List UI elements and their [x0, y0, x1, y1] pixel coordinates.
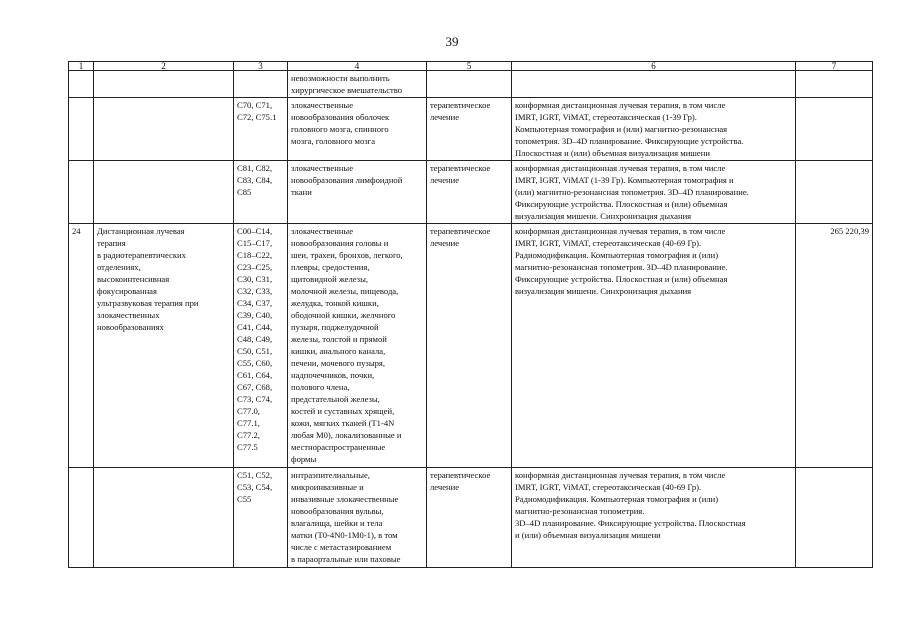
treatment-type-cell: терапевтическое лечение — [427, 468, 512, 568]
column-number: 6 — [512, 62, 796, 71]
cost-cell — [796, 468, 873, 568]
table-row — [69, 224, 873, 468]
row-number-cell: 24 — [69, 224, 94, 468]
column-number: 4 — [288, 62, 427, 71]
treatment-type-cell: терапевтическое лечение — [427, 161, 512, 224]
column-number: 1 — [69, 62, 94, 71]
table-row — [69, 161, 873, 224]
care-type-cell: Дистанционная лучевая терапия в радиотерапевтических отделениях, высокоинтенсивная фокусированная ультразвуковая терапия при злокачественных новообразованиях — [94, 224, 234, 468]
column-number: 7 — [796, 62, 873, 71]
patient-model-cell: невозможности выполнить хирургическое вмешательство — [288, 71, 427, 98]
table-row — [69, 98, 873, 161]
treatment-type-cell: терапевтическое лечение — [427, 224, 512, 468]
row-number-cell — [69, 468, 94, 568]
treatment-method-cell: конформная дистанционная лучевая терапия, в том числе IMRT, IGRT, ViMAT (1-39 Гр). Компьютерная томография и (или) магнитно-резонансная топометрия. 3D–4D планирование. Фиксирующие устройства. Плоскостная и (или) объемная визуализация мишени. Синхронизация дыхания — [512, 161, 796, 224]
table-row — [69, 468, 873, 568]
icd-codes-cell: C81, C82, C83, C84, C85 — [234, 161, 288, 224]
cost-cell — [796, 161, 873, 224]
table-row — [69, 71, 873, 98]
treatment-type-cell — [427, 71, 512, 98]
care-type-cell — [94, 161, 234, 224]
icd-codes-cell — [234, 71, 288, 98]
column-number: 5 — [427, 62, 512, 71]
patient-model-cell: злокачественные новообразования лимфоидной ткани — [288, 161, 427, 224]
treatment-type-cell: терапевтическое лечение — [427, 98, 512, 161]
treatment-method-cell — [512, 71, 796, 98]
column-number: 2 — [94, 62, 234, 71]
medical-care-table — [68, 61, 873, 568]
treatment-method-cell: конформная дистанционная лучевая терапия, в том числе IMRT, IGRT, ViMAT, стереотаксическая (1-39 Гр). Компьютерная томография и (или) магнитно-резонансная топометрия. 3D–4D планирование. Фиксирующие устройства. Плоскостная и (или) объемная визуализация мишени — [512, 98, 796, 161]
row-number-cell — [69, 161, 94, 224]
cost-cell — [796, 71, 873, 98]
page-number: 39 — [445, 34, 459, 49]
care-type-cell — [94, 468, 234, 568]
icd-codes-cell: C70, C71, C72, C75.1 — [234, 98, 288, 161]
patient-model-cell: злокачественные новообразования головы и шеи, трахеи, бронхов, легкого, плевры, средостения, щитовидной железы, молочной железы, пищевода, желудка, тонкой кишки, ободочной кишки, желчного пузыря, поджелудочной железы, толстой и прямой кишки, анального канала, печени, мочевого пузыря, надпочечников, почки, полового члена, предстательной железы, костей и суставных хрящей, кожи, мягких тканей (T1-4N любая M0), локализованные и местнораспространенные формы — [288, 224, 427, 468]
icd-codes-cell: C00–C14, C15–C17, C18–C22, C23–C25, C30, C31, C32, C33, C34, C37, C39, C40, C41, C44, C48, C49, C50, C51, C55, C60, C61, C64, C67, C68, C73, C74, C77.0, C77.1, C77.2, C77.5 — [234, 224, 288, 468]
care-type-cell — [94, 98, 234, 161]
cost-cell — [796, 98, 873, 161]
patient-model-cell: интраэпителиальные, микроинвазивные и инвазивные злокачественные новообразования вульвы, влагалища, шейки и тела матки (T0-4N0-1M0-1), в том числе с метастазированием в параортальные или паховые — [288, 468, 427, 568]
treatment-method-cell: конформная дистанционная лучевая терапия, в том числе IMRT, IGRT, ViMAT, стереотаксическая (40-69 Гр). Радиомодификация. Компьютерная томография и (или) магнитно-резонансная топометрия. 3D–4D планирование. Фиксирующие устройства. Плоскостная и (или) объемная визуализация мишени — [512, 468, 796, 568]
care-type-cell — [94, 71, 234, 98]
row-number-cell — [69, 71, 94, 98]
cost-cell: 265 220,39 — [796, 224, 873, 468]
patient-model-cell: злокачественные новообразования оболочек головного мозга, спинного мозга, головного мозга — [288, 98, 427, 161]
column-number-row — [69, 62, 873, 71]
column-number: 3 — [234, 62, 288, 71]
treatment-method-cell: конформная дистанционная лучевая терапия, в том числе IMRT, IGRT, ViMAT, стереотаксическая (40-69 Гр). Радиомодификация. Компьютерная томография и (или) магнитно-резонансная топометрия. 3D–4D планирование. Фиксирующие устройства. Плоскостная и (или) объемная визуализация мишени. Синхронизация дыхания — [512, 224, 796, 468]
icd-codes-cell: C51, C52, C53, C54, C55 — [234, 468, 288, 568]
row-number-cell — [69, 98, 94, 161]
